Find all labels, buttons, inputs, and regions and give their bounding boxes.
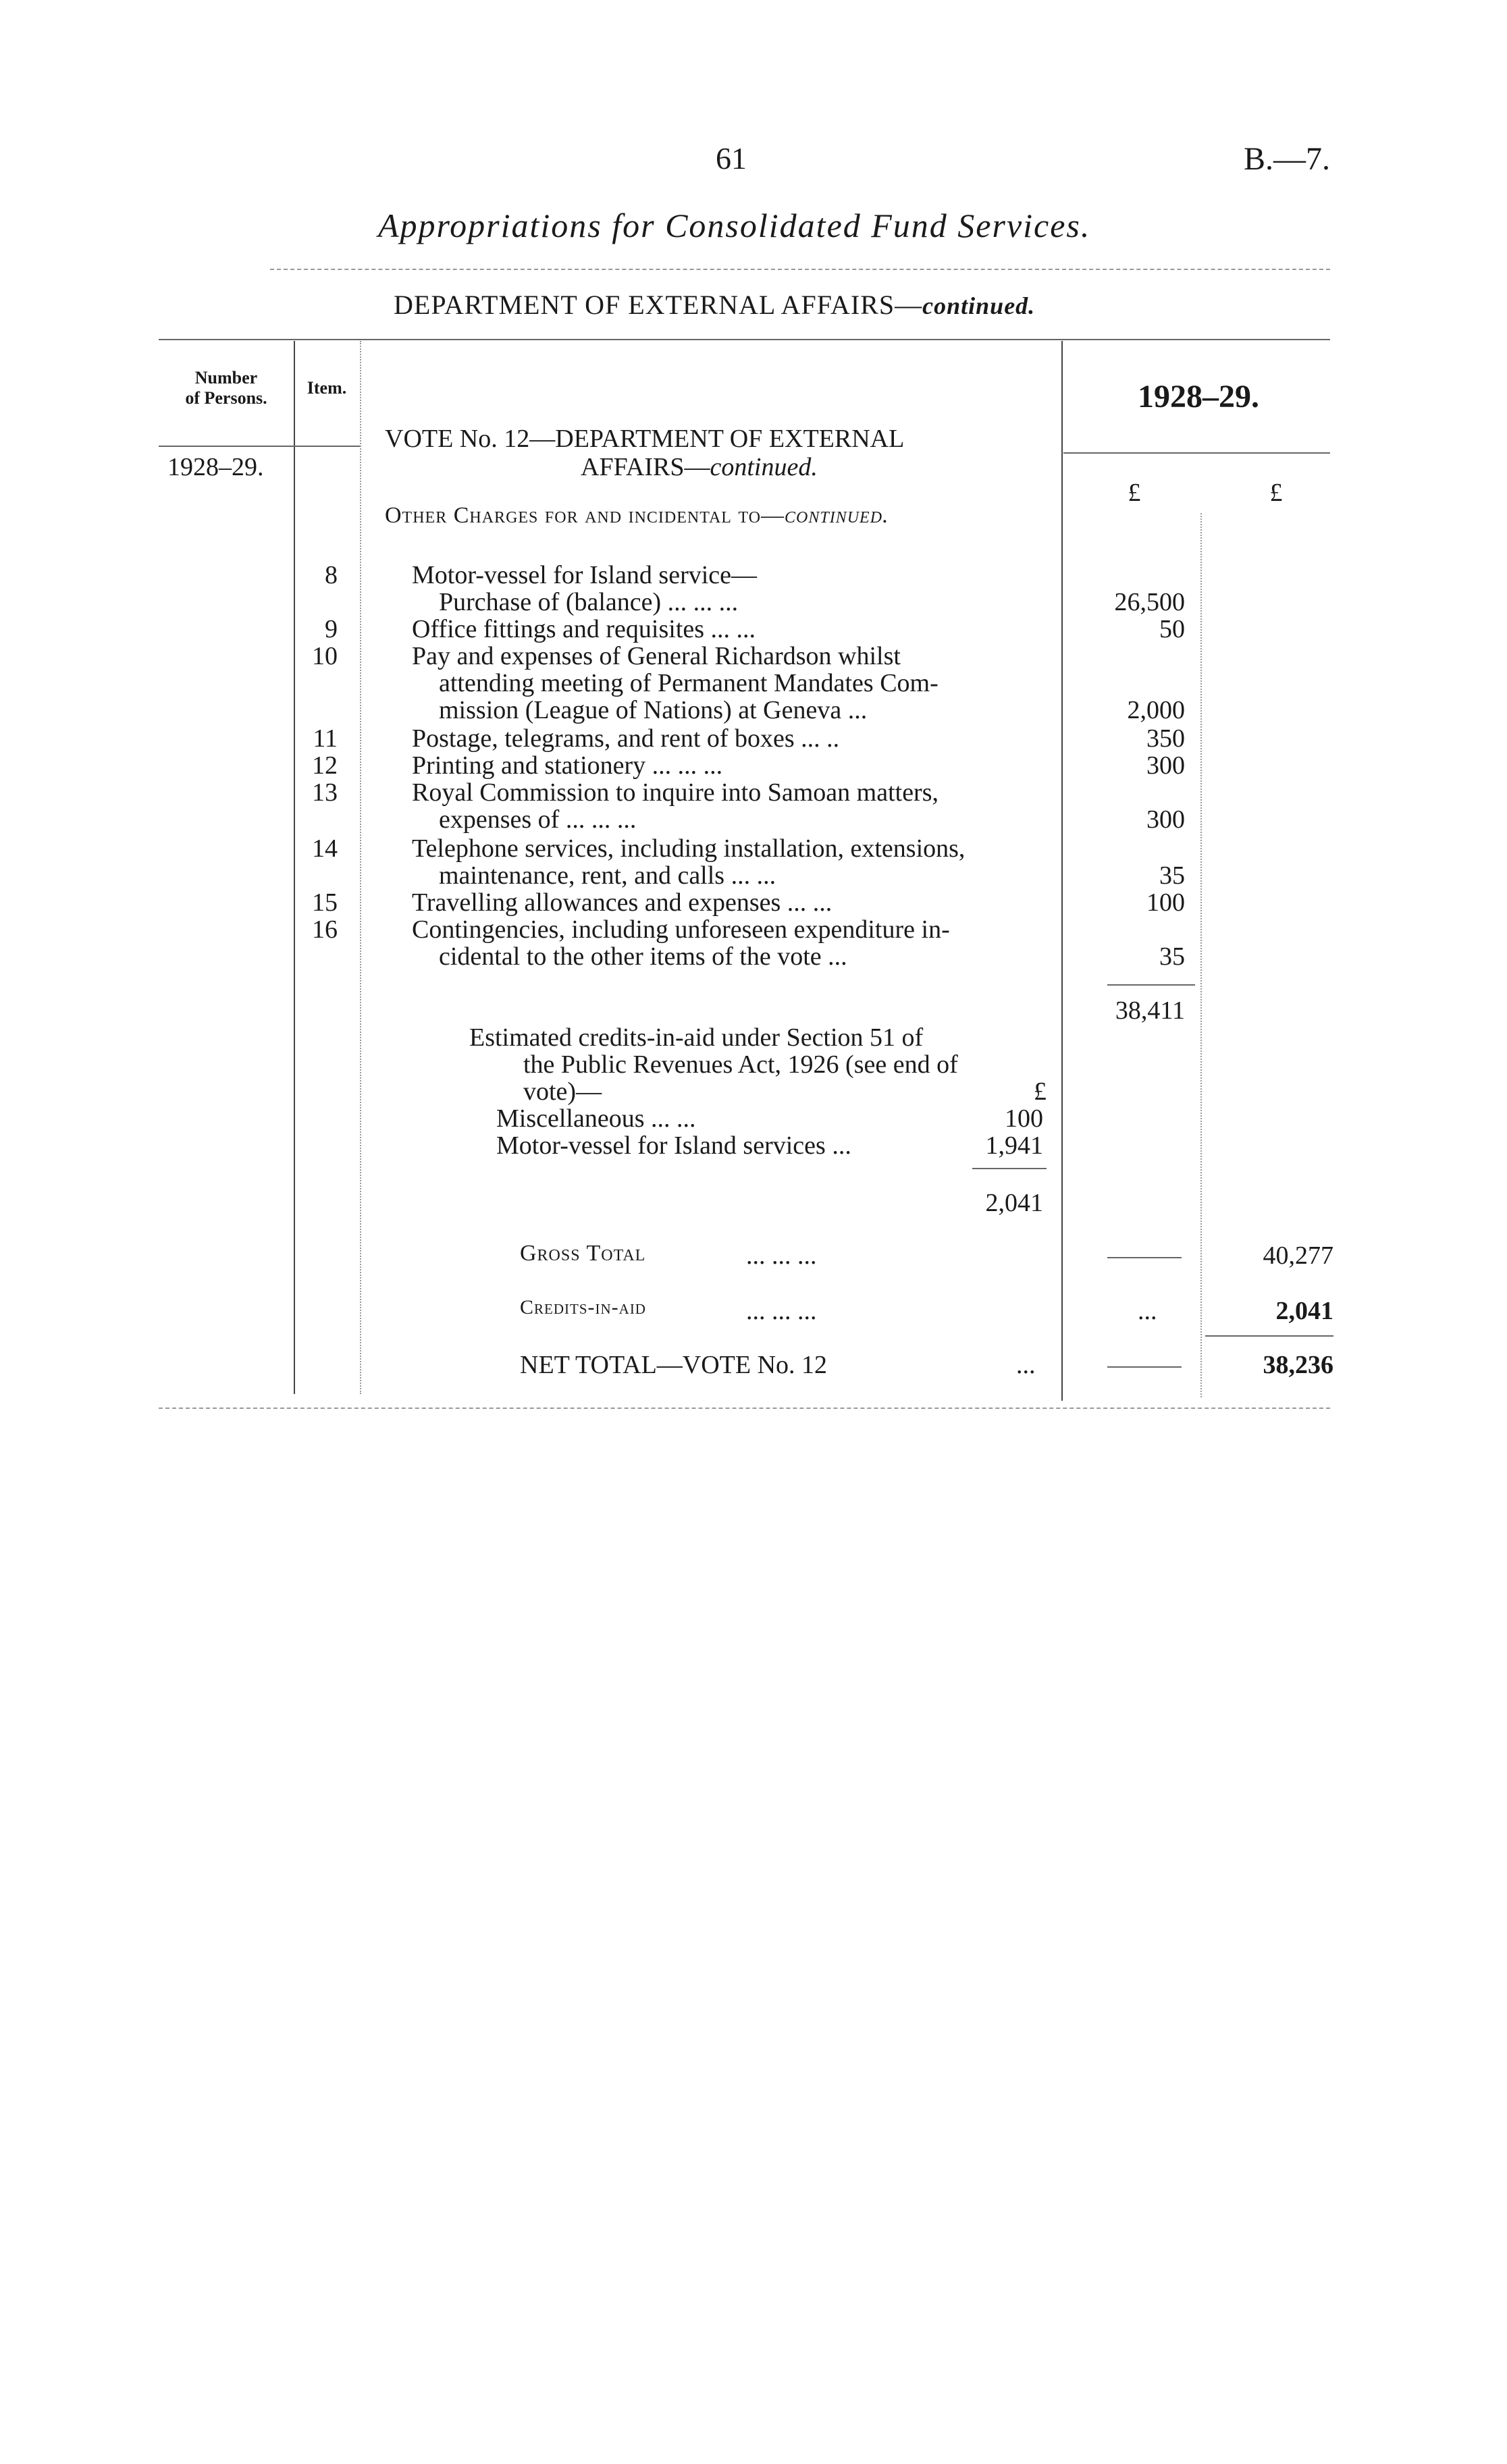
item-description: Royal Commission to inquire into Samoan matters,: [412, 778, 939, 807]
item-amount: 300: [1146, 805, 1185, 834]
currency-symbol-total: £: [1269, 479, 1283, 507]
department-heading: [394, 289, 1035, 321]
item-description-cont: Purchase of (balance) ... ... ...: [439, 588, 739, 616]
item-description: Postage, telegrams, and rent of boxes ... ..: [412, 724, 840, 753]
subtotal-rule: [1107, 984, 1195, 986]
page-number: 61: [716, 141, 747, 176]
item-description: Office fittings and requisites ... ...: [412, 615, 756, 643]
page-title: Appropriations for Consolidated Fund Services.: [378, 207, 1091, 244]
credit-row-amount: 100: [1005, 1104, 1043, 1133]
credits-total: 2,041: [985, 1189, 1043, 1217]
gross-total-dots: ... ... ...: [746, 1241, 817, 1270]
table-top-rule: [159, 339, 1330, 340]
item-description: Printing and stationery ... ... ...: [412, 751, 723, 780]
item-description: Travelling allowances and expenses ... ...: [412, 888, 832, 917]
net-total-rule: [1205, 1335, 1333, 1337]
credits-heading: Estimated credits-in-aid under Section 51 of: [469, 1023, 924, 1052]
credit-row-label: Motor-vessel for Island services ...: [496, 1131, 851, 1160]
item-description-cont: cidental to the other items of the vote ...: [439, 942, 847, 971]
item-amount: 300: [1146, 751, 1185, 780]
department-continued: continued.: [922, 292, 1036, 319]
item-number: 13: [312, 778, 338, 807]
item-number: 9: [325, 615, 338, 643]
year-header-rule: [1063, 452, 1330, 454]
currency-symbol-amount: £: [1128, 479, 1141, 507]
item-amount: 26,500: [1114, 588, 1185, 616]
gross-total-value: 40,277: [1263, 1241, 1333, 1270]
item-description-cont: maintenance, rent, and calls ... ...: [439, 861, 776, 890]
persons-column-header: [169, 368, 284, 408]
item-column-header: Item.: [307, 378, 347, 398]
item-number: 15: [312, 888, 338, 917]
item-description: Pay and expenses of General Richardson whilst: [412, 642, 901, 670]
persons-header-line1: Number: [194, 368, 258, 387]
item-description-cont: expenses of ... ... ...: [439, 805, 637, 834]
credits-heading-cont: the Public Revenues Act, 1926 (see end of: [523, 1050, 958, 1079]
department-name: DEPARTMENT OF EXTERNAL AFFAIRS—: [394, 290, 923, 320]
item-amount: 35: [1159, 861, 1185, 890]
item-description-cont: mission (League of Nations) at Geneva ...: [439, 696, 868, 724]
credit-row-amount: 1,941: [985, 1131, 1043, 1160]
net-total-dots: ...: [1016, 1351, 1036, 1379]
persons-column-rule: [294, 341, 295, 1394]
year-column-header: 1928–29.: [1138, 379, 1259, 414]
persons-header-rule: [159, 446, 294, 447]
credits-in-aid-mid-dots: ...: [1138, 1297, 1157, 1325]
item-header-rule: [294, 446, 360, 447]
title-rule: [270, 269, 1330, 270]
credits-heading-cont: vote)—: [523, 1077, 602, 1106]
item-number: 11: [313, 724, 338, 753]
gross-total-dash: [1107, 1257, 1182, 1258]
item-number: 10: [312, 642, 338, 670]
vote-title-line2-text: AFFAIRS—: [581, 453, 710, 481]
item-number: 14: [312, 834, 338, 863]
item-amount: 2,000: [1127, 696, 1185, 724]
credits-in-aid-value: 2,041: [1275, 1297, 1333, 1325]
subtotal-amount: 38,411: [1115, 996, 1185, 1025]
item-column-rule: [360, 341, 361, 1394]
item-number: 12: [312, 751, 338, 780]
credits-in-aid-label: Credits-in-aid: [520, 1296, 646, 1318]
vote-subhead-text: Other Charges for and incidental to—: [385, 503, 785, 528]
item-number: 16: [312, 915, 338, 944]
gross-total-label: Gross Total: [520, 1241, 646, 1266]
credit-row-label: Miscellaneous ... ...: [496, 1104, 696, 1133]
item-amount: 350: [1146, 724, 1185, 753]
vote-subhead-continued: continued.: [785, 503, 889, 528]
vote-title-line1: VOTE No. 12—DEPARTMENT OF EXTERNAL: [385, 425, 905, 453]
vote-title-continued: continued.: [710, 453, 818, 481]
net-total-dash: [1107, 1366, 1182, 1368]
vote-title-line2: [581, 452, 818, 482]
item-amount: 50: [1159, 615, 1185, 643]
credits-in-aid-dots: ... ... ...: [746, 1297, 817, 1325]
item-amount: 35: [1159, 942, 1185, 971]
item-description: Motor-vessel for Island service—: [412, 561, 758, 589]
item-description: Contingencies, including unforeseen expenditure in-: [412, 915, 950, 944]
table-bottom-rule: [159, 1408, 1330, 1409]
item-number: 8: [325, 561, 338, 589]
vote-subhead: [385, 503, 889, 529]
persons-header-line2: of Persons.: [185, 388, 267, 408]
item-amount: 100: [1146, 888, 1185, 917]
item-description: Telephone services, including installation, extensions,: [412, 834, 966, 863]
credits-currency: £: [1034, 1077, 1047, 1106]
credits-total-rule: [972, 1168, 1047, 1169]
net-total-label: NET TOTAL—VOTE No. 12: [520, 1351, 828, 1379]
persons-year: 1928–29.: [167, 453, 264, 481]
net-total-value: 38,236: [1263, 1351, 1333, 1379]
amount-column-rule: [1061, 341, 1063, 1401]
document-reference: B.—7.: [1244, 141, 1331, 177]
item-description-cont: attending meeting of Permanent Mandates Com-: [439, 669, 938, 697]
total-column-rule: [1200, 513, 1202, 1397]
